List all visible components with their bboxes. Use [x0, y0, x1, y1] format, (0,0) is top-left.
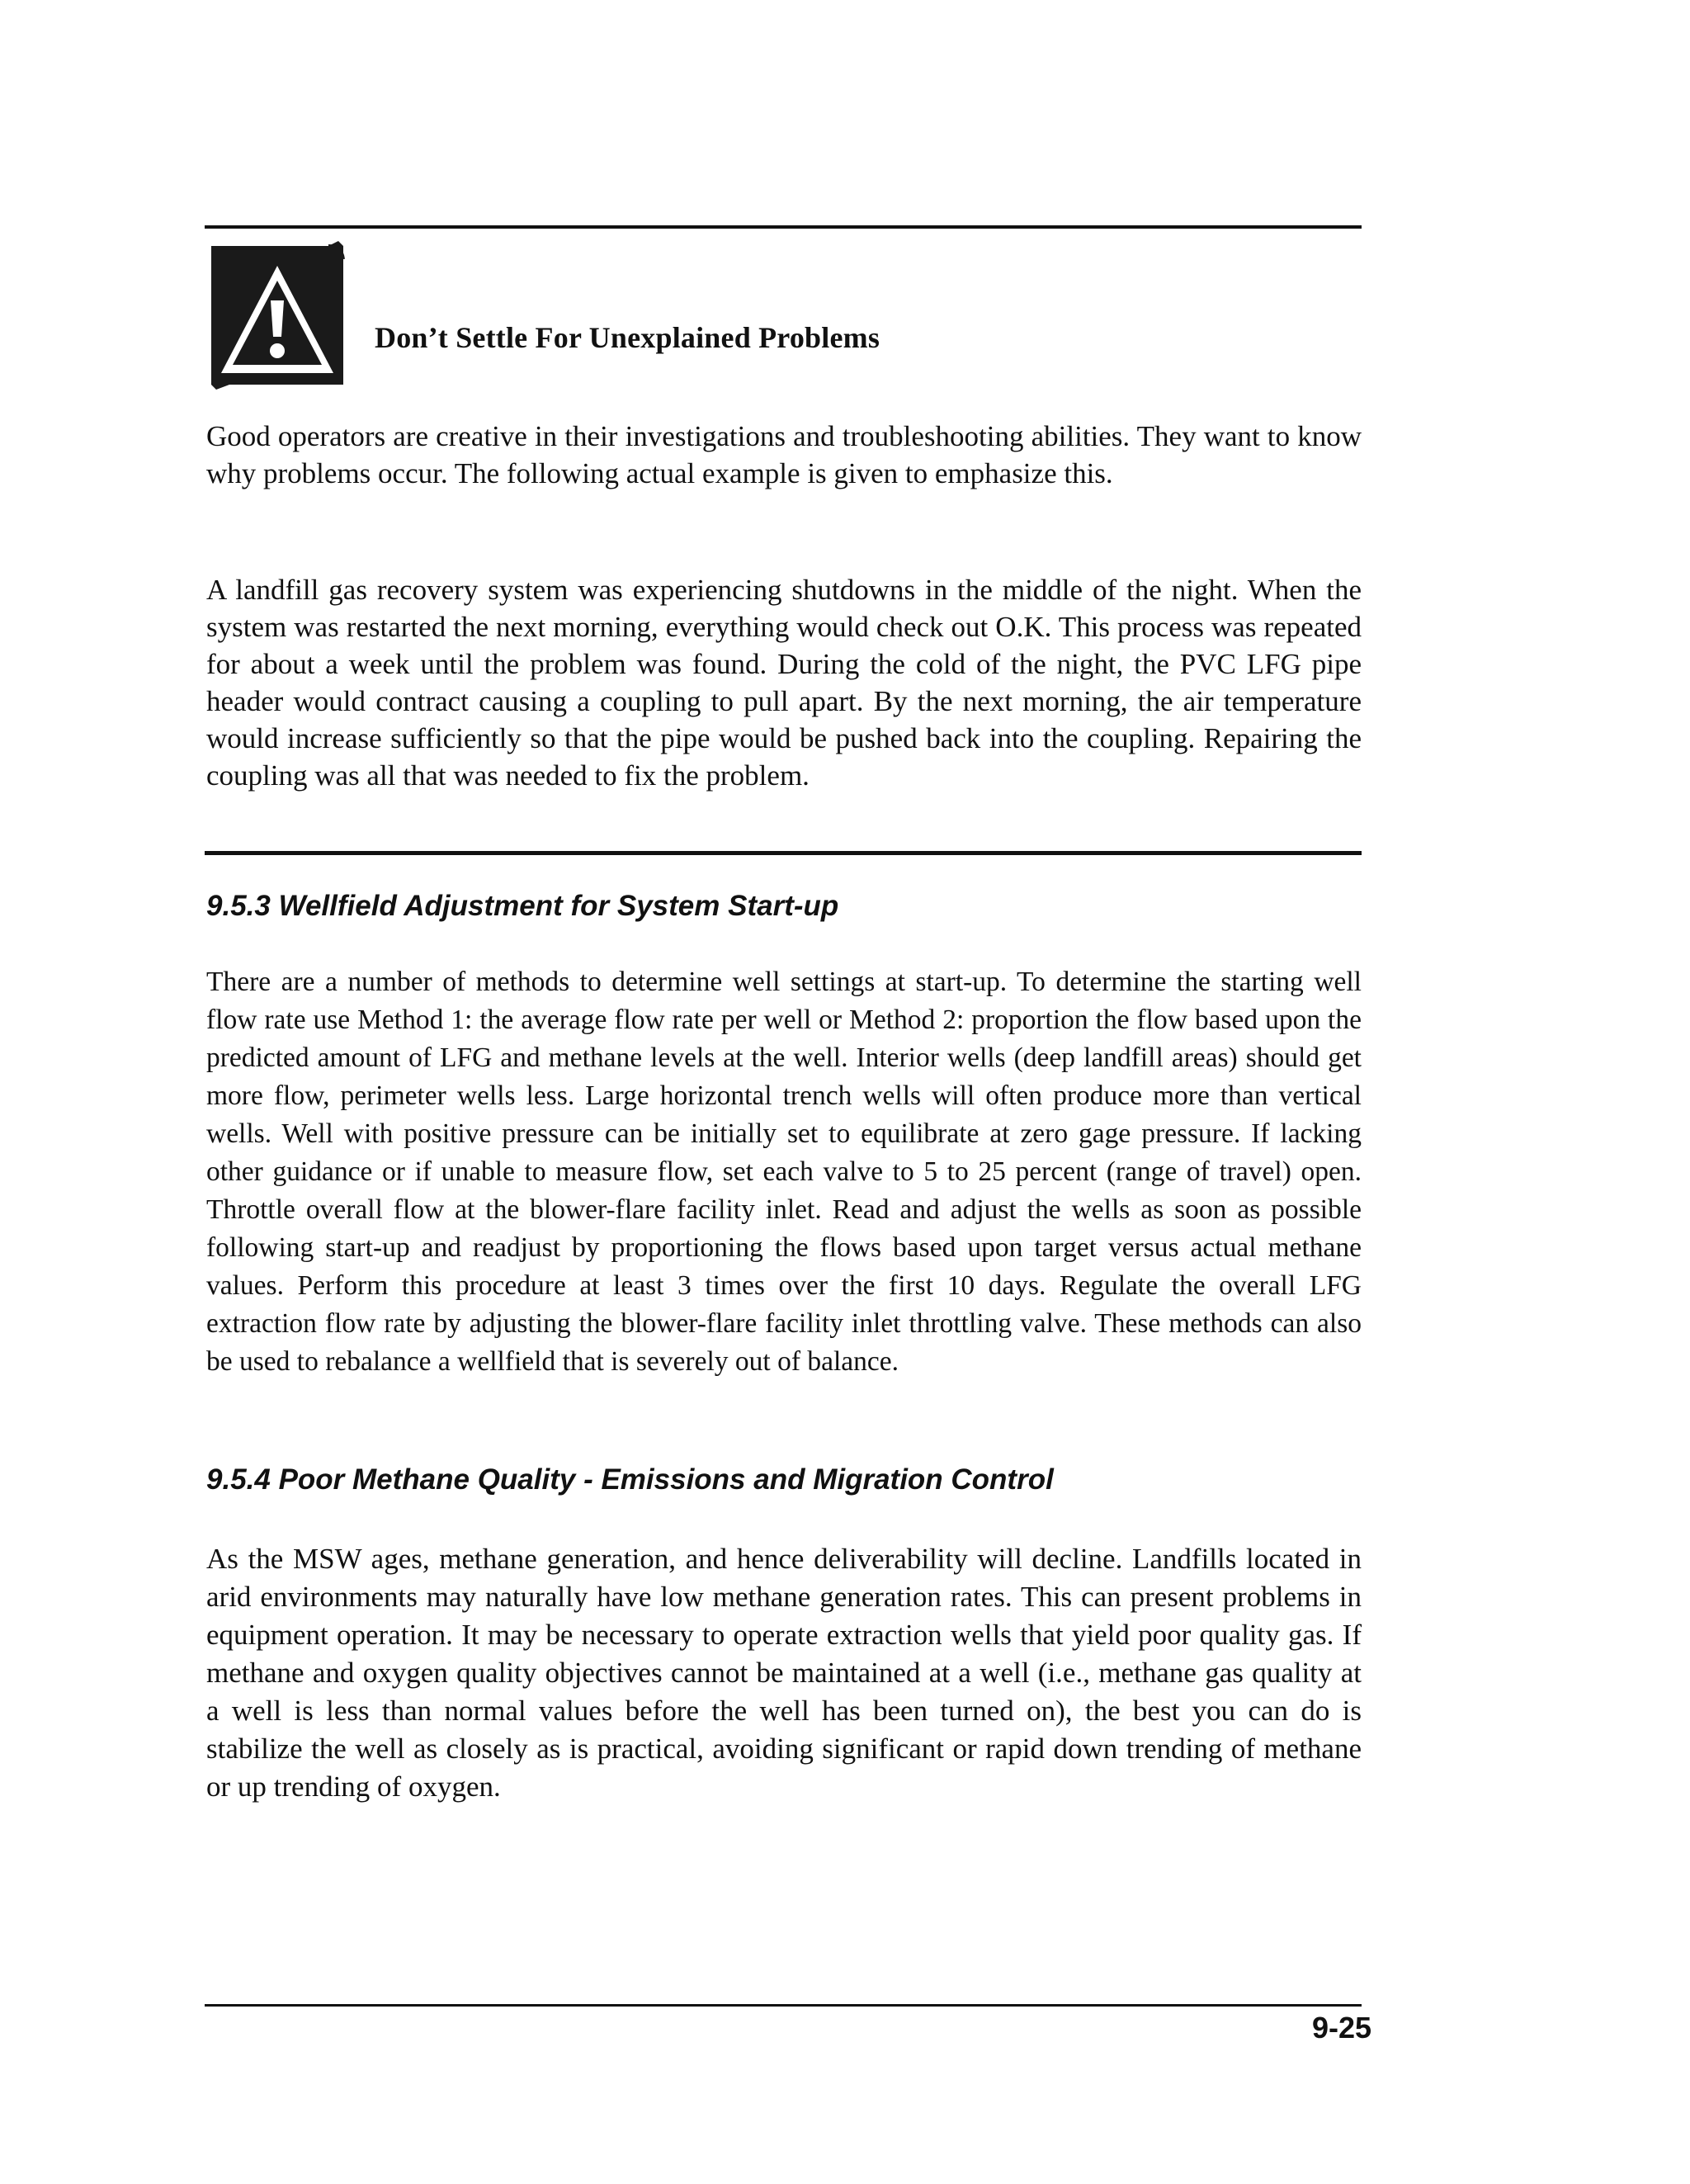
callout-paragraph: Good operators are creative in their investigations and troubleshooting abilities. They want to know why problems occur. The following actual example is given to emphasize this. — [206, 420, 1362, 489]
callout-bottom-rule — [205, 851, 1362, 855]
section-heading: 9.5.4 Poor Methane Quality - Emissions and Migration Control — [206, 1463, 1054, 1496]
section-body: As the MSW ages, methane generation, and hence deliverability will decline. Landfills located in arid environments may naturally have low methane generation rates. This can present problems in equipment operation. It may be necessary to operate extraction wells that yield poor quality gas. If methane and oxygen quality objectives cannot be maintained at a well (i.e., methane gas quality at a well is less than normal values before the well has been turned on), the best you can do is stabilize the well as closely as is practical, avoiding significant or rapid down trending of methane or up trending of oxygen. — [206, 1543, 1362, 1803]
top-rule — [205, 225, 1362, 229]
callout-paragraph: A landfill gas recovery system was experiencing shutdowns in the middle of the night. When the system was restarted the next morning, everything would check out O.K. This process was repeated for about a week until the problem was found. During the cold of the night, the PVC LFG pipe header would contract causing a coupling to pull apart. By the next morning, the air temperature would increase sufficiently so that the pipe would be pushed back into the coupling. Repairing the coupling was all that was needed to fix the problem. — [206, 574, 1362, 792]
section-body: There are a number of methods to determine well settings at start-up. To determine the starting well flow rate use Method 1: the average flow rate per well or Method 2: proportion the flow based upon the predicted amount of LFG and methane levels at the well. Interior wells (deep landfill areas) should get more flow, perimeter wells less. Large horizontal trench wells will often produce more than vertical wells. Well with positive pressure can be initially set to equilibrate at zero gage pressure. If lacking other guidance or if unable to measure flow, set each valve to 5 to 25 percent (range of travel) open. Throttle overall flow at the blower-flare facility inlet. Read and adjust the wells as soon as possible following start-up and readjust by proportioning the flows based upon target versus actual methane values. Perform this procedure at least 3 times over the first 10 days. Regulate the overall LFG extraction flow rate by adjusting the blower-flare facility inlet throttling valve. These methods can also be used to rebalance a wellfield that is severely out of balance. — [206, 967, 1362, 1377]
warning-icon — [205, 238, 350, 391]
section-heading: 9.5.3 Wellfield Adjustment for System Start-up — [206, 890, 839, 922]
footer-rule — [205, 2004, 1362, 2007]
page-number: 9-25 — [1311, 2011, 1371, 2045]
callout-title: Don’t Settle For Unexplained Problems — [375, 321, 880, 354]
